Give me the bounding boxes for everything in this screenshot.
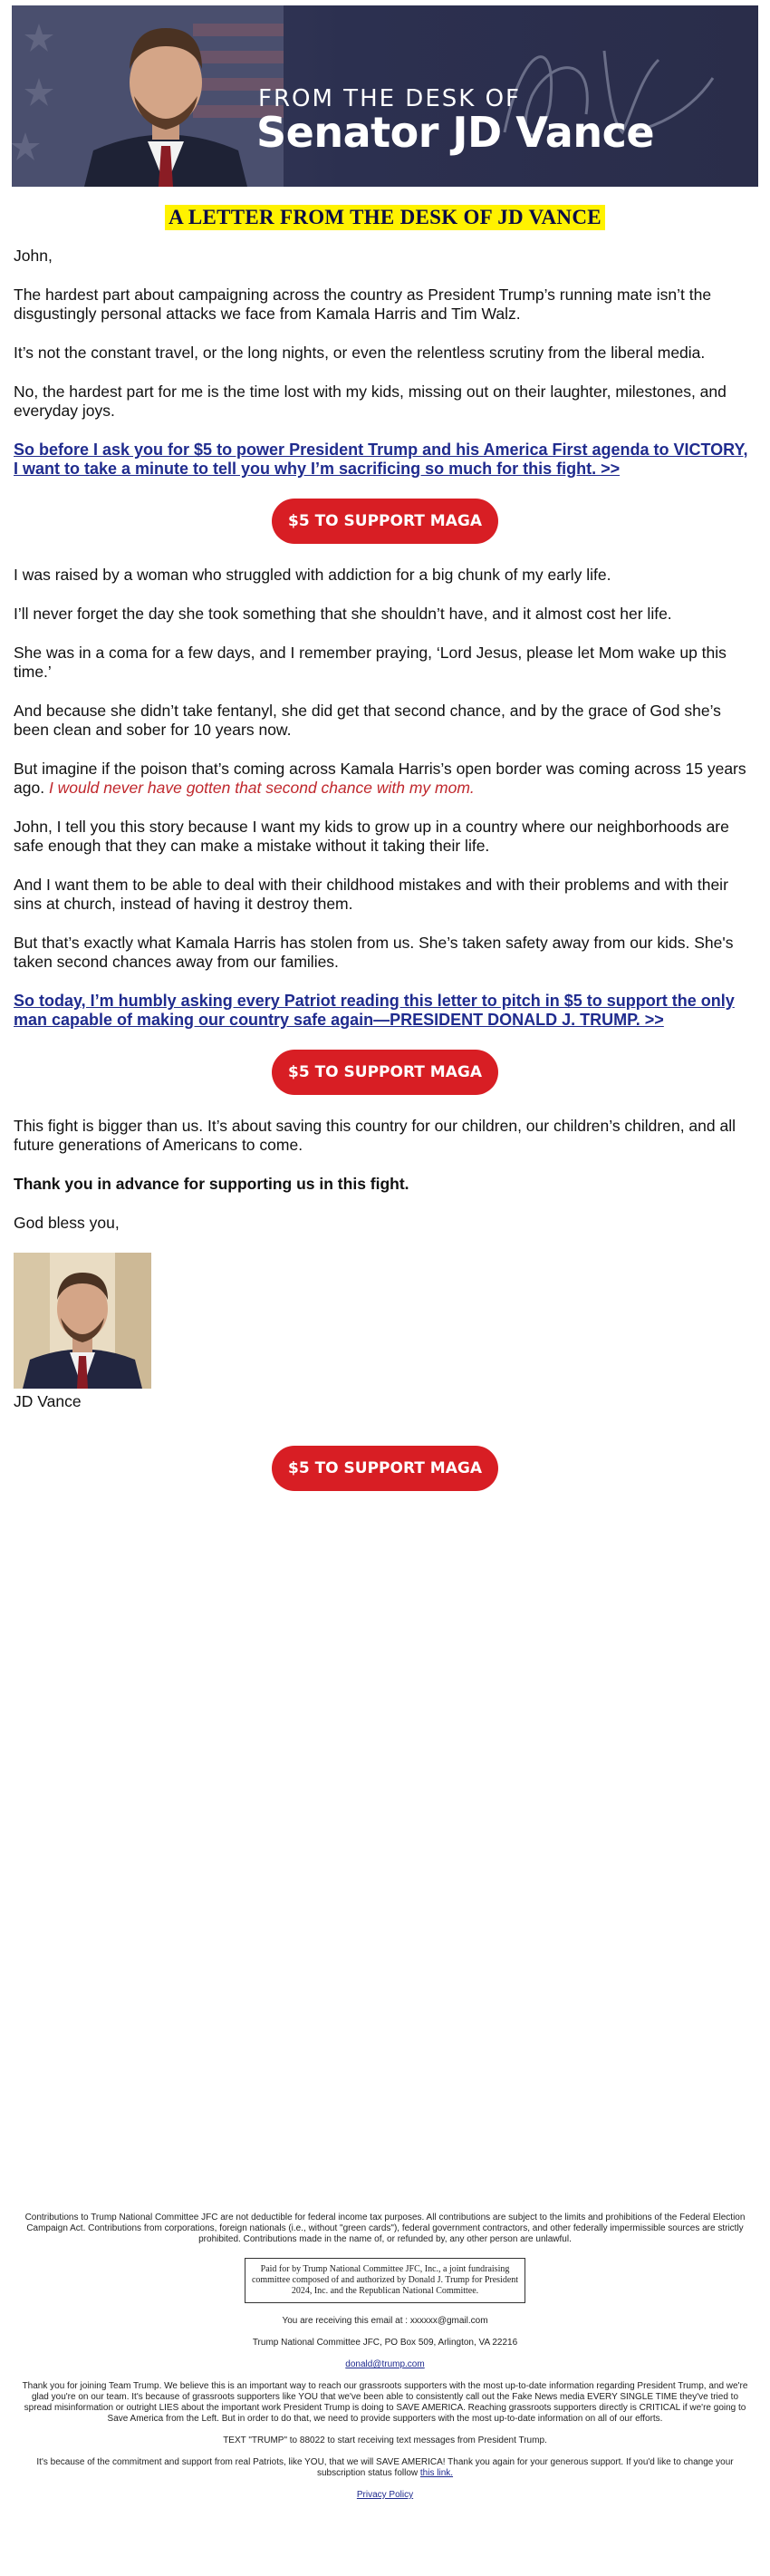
paragraph-8	[14, 760, 756, 798]
receiving-email-text: You are receiving this email at : xxxxxx@gmail.com	[282, 2316, 488, 2326]
paragraph-5: I’ll never forget the day she took something that she shouldn’t have, and it almost cost her life.	[14, 605, 672, 623]
donate-link-1[interactable]: So before I ask you for $5 to power President Trump and his America First agenda to VICTORY, I want to take a minute to tell you why I’m sacrificing so much for this fight. >>	[14, 441, 748, 478]
paragraph-6: She was in a coma for a few days, and I remember praying, ‘Lord Jesus, please let Mom wake up this time.’	[14, 644, 727, 681]
mailing-address: Trump National Committee JFC, PO Box 509, Arlington, VA 22216	[252, 2338, 518, 2348]
contact-email-link[interactable]: donald@trump.com	[345, 2359, 425, 2369]
paragraph-1: The hardest part about campaigning across the country as President Trump’s running mate isn’t the disgustingly personal attacks we face from Kamala Harris and Tim Walz.	[14, 286, 712, 323]
paragraph-8-text: But imagine if the poison that’s coming across Kamala Harris’s open border was coming across 15 years ago.	[14, 760, 746, 797]
unsubscribe-link[interactable]: this link.	[419, 2468, 454, 2478]
paragraph-13: Thank you in advance for supporting us in this fight.	[14, 1175, 409, 1193]
paragraph-7: And because she didn’t take fentanyl, she did get that second chance, and by the grace of God she’s been clean and sober for 10 years now.	[14, 702, 721, 739]
donate-link-2[interactable]: So today, I’m humbly asking every Patriot reading this letter to pitch in $5 to support the only man capable of making our country safe again—PRESIDENT DONALD J. TRUMP. >>	[14, 992, 735, 1029]
subscription-text-body: It's because of the commitment and support from real Patriots, like YOU, that we will SAVE AMERICA! Thank you again for your generous support. If you'd like to change your subscription status follow	[36, 2457, 734, 2478]
paragraph-10: And I want them to be able to deal with their childhood mistakes and with their problems and with their sins at church, instead of having it destroy them.	[14, 876, 728, 913]
letter-headline: A LETTER FROM THE DESK OF JD VANCE	[165, 205, 605, 230]
jd-vance-portrait	[75, 5, 256, 187]
paragraph-11: But that’s exactly what Kamala Harris has stolen from us. She’s taken safety away from our kids. She's taken second chances away from our families.	[14, 934, 734, 971]
donate-button-2[interactable]: $5 TO SUPPORT MAGA	[272, 1050, 498, 1095]
text-signup-line: TEXT "TRUMP" to 88022 to start receiving text messages from President Trump.	[223, 2436, 547, 2445]
paid-for-box: Paid for by Trump National Committee JFC, Inc., a joint fundraising committee composed of and authorized by Donald J. Trump for President 2024, Inc. and the Republican National Committee.	[245, 2258, 525, 2303]
donate-button-3[interactable]: $5 TO SUPPORT MAGA	[272, 1446, 498, 1491]
footer	[12, 2213, 758, 2501]
donate-button-1[interactable]: $5 TO SUPPORT MAGA	[272, 499, 498, 544]
closing: God bless you,	[14, 1214, 120, 1232]
paragraph-3: No, the hardest part for me is the time lost with my kids, missing out on their laughter, milestones, and everyday joys.	[14, 383, 727, 420]
paragraph-8-emphasis: I would never have gotten that second chance with my mom.	[48, 779, 475, 797]
banner-subtitle: FROM THE DESK OF	[258, 85, 521, 112]
blank-spacer	[12, 1513, 758, 2213]
letter-body	[12, 247, 758, 1491]
header-banner	[12, 5, 758, 187]
jd-vance-photo	[14, 1253, 151, 1389]
privacy-policy-link[interactable]: Privacy Policy	[356, 2490, 414, 2500]
signature-name: JD Vance	[14, 1392, 82, 1410]
subscription-text	[12, 2457, 758, 2479]
banner-title: Senator JD Vance	[256, 108, 655, 157]
thank-you-text: Thank you for joining Team Trump. We believe this is an important way to reach our grassroots supporters with the most up-to-date information regarding President Trump, and we're glad you're on our team. It's because of grassroots supporters like YOU that we've been able to consistently call out the Fake News media EVERY SINGLE TIME they've tried to spread misinformation or outright LIES about the important work President Trump is doing to SAVE AMERICA. Reaching grassroots supporters directly is CRITICAL if we're going to Save America from the Left. But in order to do that, we need to provide supporters with the most up-to-date information on all of our efforts.	[22, 2381, 748, 2424]
paragraph-2: It’s not the constant travel, or the long nights, or even the relentless scrutiny from the liberal media.	[14, 344, 706, 362]
email-container	[12, 5, 758, 2501]
greeting: John,	[14, 247, 53, 265]
paragraph-9: John, I tell you this story because I want my kids to grow up in a country where our neighborhoods are safe enough that they can make a mistake without it taking their life.	[14, 818, 729, 855]
paragraph-4: I was raised by a woman who struggled with addiction for a big chunk of my early life.	[14, 566, 611, 584]
paragraph-12: This fight is bigger than us. It’s about saving this country for our children, our children’s children, and all future generations of Americans to come.	[14, 1117, 736, 1154]
legal-disclaimer: Contributions to Trump National Committee JFC are not deductible for federal income tax purposes. All contributions are subject to the limits and prohibitions of the Federal Election Campaign Act. Contributions from corporations, foreign nationals (i.e., without "green cards"), federal government contractors, and other federally impermissible sources are strictly prohibited. Contributions made in the name of, or refunded by, any other person are unlawful.	[24, 2213, 746, 2244]
